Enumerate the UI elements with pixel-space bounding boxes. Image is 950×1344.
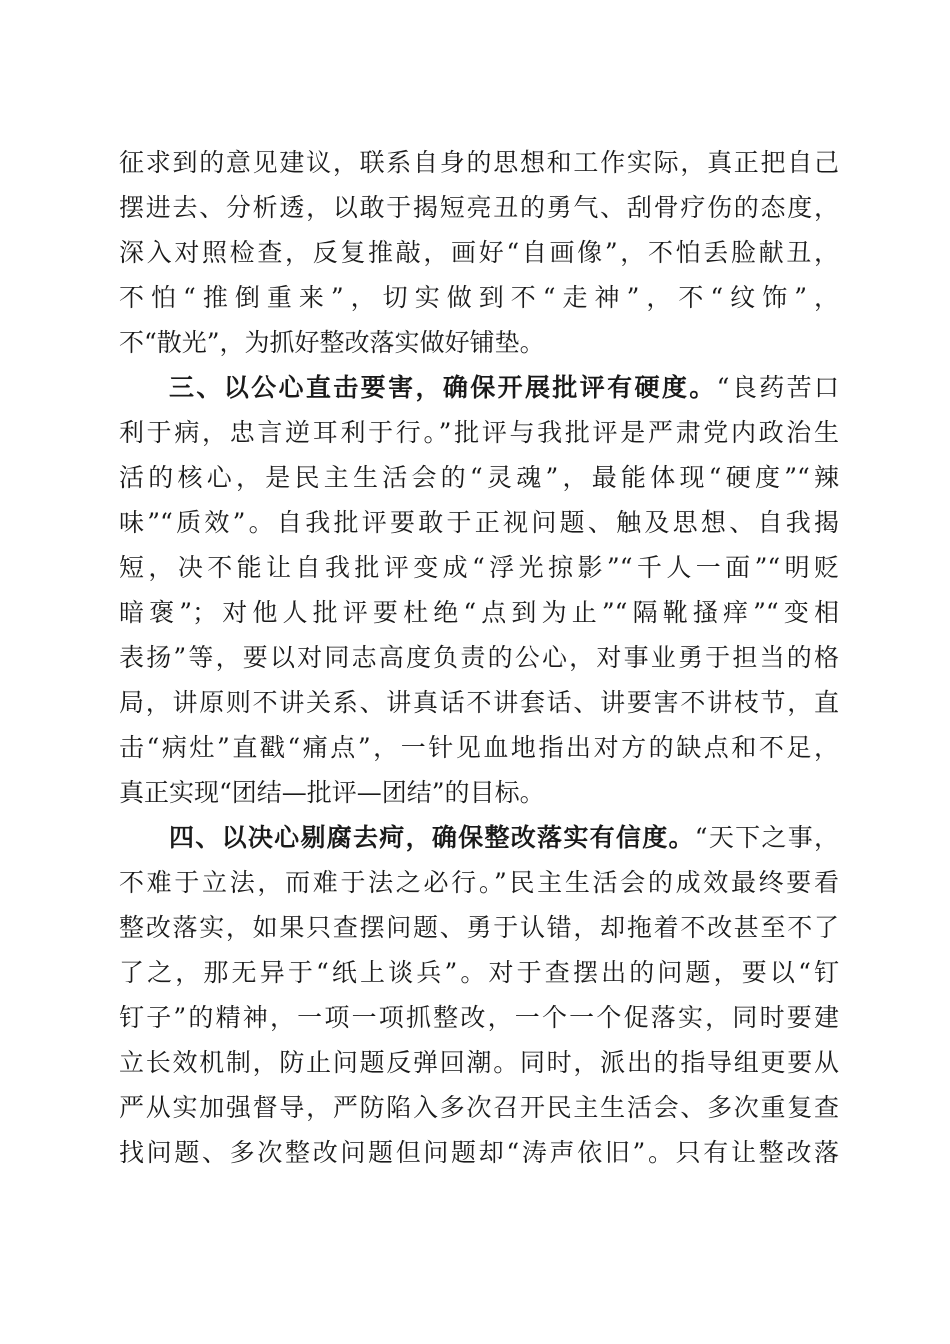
text-span: “天下之事，	[694, 823, 839, 852]
text-line: 真正实现“团结—批评—团结”的目标。	[119, 778, 545, 807]
text-span: “良药苦口	[716, 373, 839, 402]
text-line: 味”“质效”。自我批评要敢于正视问题、触及思想、自我揭	[119, 508, 839, 537]
paragraph-first-line	[119, 815, 839, 860]
text-line: 短，决不能让自我批评变成“浮光掠影”“千人一面”“明贬	[119, 553, 839, 582]
text-line: 找问题、多次整改问题但问题却“涛声依旧”。只有让整改落	[119, 1138, 839, 1167]
text-line: 整改落实，如果只查摆问题、勇于认错，却拖着不改甚至不了	[119, 913, 839, 942]
text-line: 不怕“推倒重来”，切实做到不“走神”，不“纹饰”，	[119, 283, 839, 312]
text-line: 活的核心，是民主生活会的“灵魂”，最能体现“硬度”“辣	[119, 463, 839, 492]
text-line: 了之，那无异于“纸上谈兵”。对于查摆出的问题，要以“钉	[119, 958, 839, 987]
text-line: 立长效机制，防止问题反弹回潮。同时，派出的指导组更要从	[119, 1048, 839, 1077]
text-line: 征求到的意见建议，联系自身的思想和工作实际，真正把自己	[119, 148, 839, 177]
paragraph-first-line	[119, 365, 839, 410]
text-line: 不“散光”，为抓好整改落实做好铺垫。	[119, 328, 545, 357]
text-line: 摆进去、分析透，以敢于揭短亮丑的勇气、刮骨疗伤的态度，	[119, 193, 839, 222]
text-line: 表扬”等，要以对同志高度负责的公心，对事业勇于担当的格	[119, 643, 839, 672]
text-line: 暗褒”；对他人批评要杜绝“点到为止”“隔靴搔痒”“变相	[119, 598, 839, 627]
text-line: 严从实加强督导，严防陷入多次召开民主生活会、多次重复查	[119, 1093, 839, 1122]
text-line: 击“病灶”直戳“痛点”，一针见血地指出对方的缺点和不足，	[119, 733, 839, 762]
text-line: 不难于立法，而难于法之必行。”民主生活会的成效最终要看	[119, 868, 839, 897]
section-heading: 三、以公心直击要害，确保开展批评有硬度。	[169, 373, 717, 402]
section-heading: 四、以决心剔腐去疴，确保整改落实有信度。	[169, 823, 695, 852]
text-line: 深入对照检查，反复推敲，画好“自画像”，不怕丢脸献丑，	[119, 238, 839, 267]
text-line: 局，讲原则不讲关系、讲真话不讲套话、讲要害不讲枝节，直	[119, 688, 839, 717]
text-line: 钉子”的精神，一项一项抓整改，一个一个促落实，同时要建	[119, 1003, 839, 1032]
text-line: 利于病，忠言逆耳利于行。”批评与我批评是严肃党内政治生	[119, 418, 839, 447]
